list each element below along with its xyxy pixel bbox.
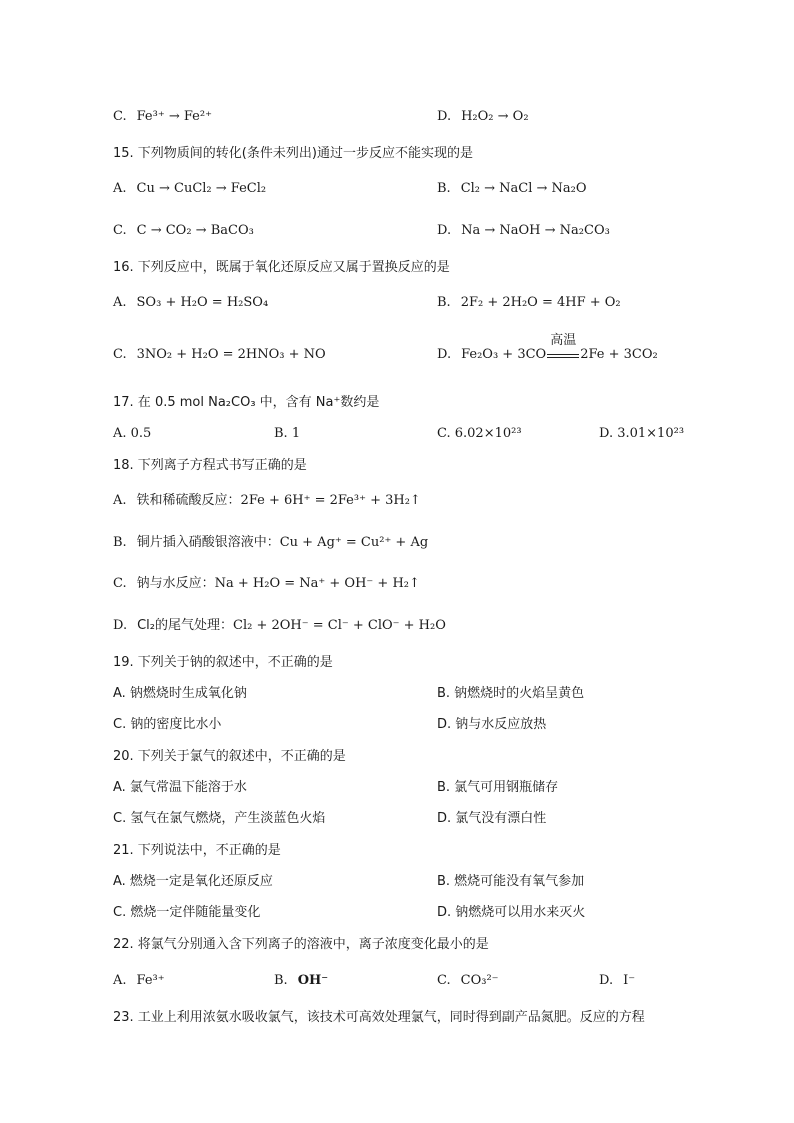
q22-stem: 22. 将氯气分别通入含下列离子的溶液中，离子浓度变化最小的是 bbox=[113, 937, 489, 952]
q20-option-a: A. 氯气常温下能溶于水 bbox=[113, 780, 247, 795]
q18-stem: 18. 下列离子方程式书写正确的是 bbox=[113, 458, 307, 473]
q15-stem: 15. 下列物质间的转化(条件未列出)通过一步反应不能实现的是 bbox=[113, 146, 473, 161]
q19-option-c: C. 钠的密度比水小 bbox=[113, 717, 222, 732]
q15-option-a: A. Cu → CuCl₂ → FeCl₂ bbox=[113, 181, 267, 196]
q17-option-a: A. 0.5 bbox=[113, 426, 152, 441]
q16-option-d: D. Fe₂O₃ + 3CO 高温 2Fe + 3CO₂ bbox=[437, 333, 658, 362]
q15-option-c: C. C → CO₂ → BaCO₃ bbox=[113, 223, 254, 238]
q17-stem: 17. 在 0.5 mol Na₂CO₃ 中，含有 Na⁺数约是 bbox=[113, 395, 380, 410]
q21-option-a: A. 燃烧一定是氧化还原反应 bbox=[113, 874, 273, 889]
q22-option-c: C. CO₃²⁻ bbox=[437, 973, 499, 988]
q21-stem: 21. 下列说法中，不正确的是 bbox=[113, 843, 281, 858]
q20-stem: 20. 下列关于氯气的叙述中，不正确的是 bbox=[113, 749, 346, 764]
q23-stem: 23. 工业上利用浓氨水吸收氯气，该技术可高效处理氯气，同时得到副产品氮肥。反应的方程 bbox=[113, 1010, 645, 1025]
q22-option-d: D. I⁻ bbox=[599, 973, 636, 988]
q17-option-d: D. 3.01×10²³ bbox=[599, 426, 685, 441]
q16-option-a: A. SO₃ + H₂O = H₂SO₄ bbox=[113, 295, 269, 310]
q20-option-d: D. 氯气没有漂白性 bbox=[437, 811, 547, 826]
q19-option-d: D. 钠与水反应放热 bbox=[437, 717, 547, 732]
q19-stem: 19. 下列关于钠的叙述中，不正确的是 bbox=[113, 655, 333, 670]
q16-option-b: B. 2F₂ + 2H₂O = 4HF + O₂ bbox=[437, 295, 621, 310]
q14-option-c: C. Fe³⁺ → Fe²⁺ bbox=[113, 109, 212, 124]
equals-bar bbox=[547, 354, 579, 358]
q17-option-b: B. 1 bbox=[274, 426, 301, 441]
q18-option-c: C. 钠与水反应：Na + H₂O = Na⁺ + OH⁻ + H₂↑ bbox=[113, 576, 420, 591]
q18-option-a: A. 铁和稀硫酸反应：2Fe + 6H⁺ = 2Fe³⁺ + 3H₂↑ bbox=[113, 493, 421, 508]
q18-option-b: B. 铜片插入硝酸银溶液中：Cu + Ag⁺ = Cu²⁺ + Ag bbox=[113, 535, 429, 550]
q15-option-d: D. Na → NaOH → Na₂CO₃ bbox=[437, 223, 610, 238]
q21-option-b: B. 燃烧可能没有氧气参加 bbox=[437, 874, 585, 889]
q21-option-c: C. 燃烧一定伴随能量变化 bbox=[113, 905, 261, 920]
q17-option-c: C. 6.02×10²³ bbox=[437, 426, 522, 441]
q15-option-b: B. Cl₂ → NaCl → Na₂O bbox=[437, 181, 587, 196]
q14-option-d: D. H₂O₂ → O₂ bbox=[437, 109, 529, 124]
reaction-condition bbox=[547, 333, 579, 358]
q19-option-a: A. 钠燃烧时生成氧化钠 bbox=[113, 686, 247, 701]
q18-option-d: D. Cl₂的尾气处理：Cl₂ + 2OH⁻ = Cl⁻ + ClO⁻ + H₂O bbox=[113, 618, 446, 633]
q20-option-c: C. 氢气在氯气燃烧，产生淡蓝色火焰 bbox=[113, 811, 326, 826]
q19-option-b: B. 钠燃烧时的火焰呈黄色 bbox=[437, 686, 585, 701]
q16-stem: 16. 下列反应中，既属于氧化还原反应又属于置换反应的是 bbox=[113, 260, 450, 275]
q22-option-b: B. OH⁻ bbox=[274, 973, 329, 988]
q16-option-c: C. 3NO₂ + H₂O = 2HNO₃ + NO bbox=[113, 347, 326, 362]
q20-option-b: B. 氯气可用钢瓶储存 bbox=[437, 780, 559, 795]
q21-option-d: D. 钠燃烧可以用水来灭火 bbox=[437, 905, 586, 920]
condition-label: 高温 bbox=[550, 333, 577, 348]
q22-option-a: A. Fe³⁺ bbox=[113, 973, 165, 988]
